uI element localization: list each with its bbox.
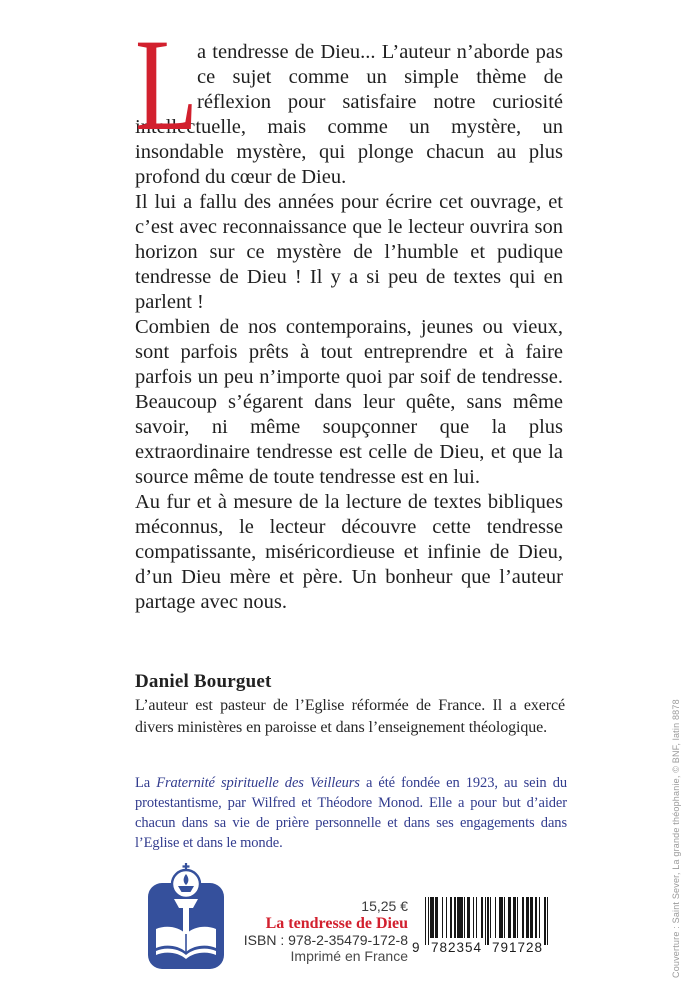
author-bio: L’auteur est pasteur de l’Eglise réformée de France. Il a exercé divers ministères en paroisse et dans l’enseignement théologique. [135, 697, 565, 736]
barcode-digits-right: 791728 [491, 940, 544, 955]
fraternite-italic: Fraternité spirituelle des Veilleurs [156, 775, 360, 791]
barcode [412, 897, 554, 959]
fraternite-note [135, 773, 567, 853]
isbn-label: ISBN : 978-2-35479-172-8 [243, 932, 408, 948]
barcode-digits-left: 782354 [430, 940, 483, 955]
synopsis-text [135, 11, 563, 615]
price-label: 15,25 € [361, 898, 408, 914]
printed-in-label: Imprimé en France [290, 948, 408, 964]
author-block [135, 671, 565, 738]
barcode-digit-first: 9 [412, 940, 420, 955]
synopsis-paragraph [135, 11, 563, 190]
imprint-block [170, 898, 408, 964]
fraternite-lead: La [135, 775, 157, 791]
synopsis-paragraph: Au fur et à mesure de la lecture de textes bibliques méconnus, le lecteur découvre cette tendresse compatissante, miséricordieuse et infinie de Dieu, d’un Dieu mère et père. Un bonheur que l’auteur partage avec nous. [135, 491, 563, 613]
dropcap [135, 11, 198, 158]
dropcap-letter: L [135, 11, 198, 158]
author-name: Daniel Bourguet [135, 671, 272, 692]
fraternite-rest: a été fondée en 1923, au sein du protestantisme, par Wilfred et Théodore Monod. Elle a pour but d’aider chacun dans sa vie de prière personnelle et dans ses engagements dans l’Eglise et dans le monde. [135, 775, 568, 851]
cover-credit: Couverture : Saint Sever, La grande théophanie, © BNF, latin 8878 [671, 699, 681, 978]
synopsis-paragraph: Combien de nos contemporains, jeunes ou vieux, sont parfois prêts à tout entreprendre et à faire parfois un peu n’importe quoi par soif de tendresse. Beaucoup s’égarent dans leur quête, sans même savoir, ni même soupçonner que la plus extraordinaire tendresse est celle de Dieu, et que la source même de toute tendresse est en lui. [135, 316, 563, 488]
book-title: La tendresse de Dieu [265, 915, 408, 932]
synopsis-paragraph: Il lui a fallu des années pour écrire cet ouvrage, et c’est avec reconnaissance que le lecteur ouvrira son horizon sur ce mystère de l’humble et pudique tendresse de Dieu ! Il y a si peu de textes qui en parlent ! [135, 191, 563, 313]
barcode-digits [412, 937, 554, 957]
synopsis-paragraph-text: a tendresse de Dieu... L’auteur n’aborde pas ce sujet comme un simple thème de réflexion pour satisfaire notre curiosité intellectuelle, mais comme un mystère, un insondable mystère, qui plonge chacun au plus profond du cœur de Dieu. [135, 41, 563, 188]
